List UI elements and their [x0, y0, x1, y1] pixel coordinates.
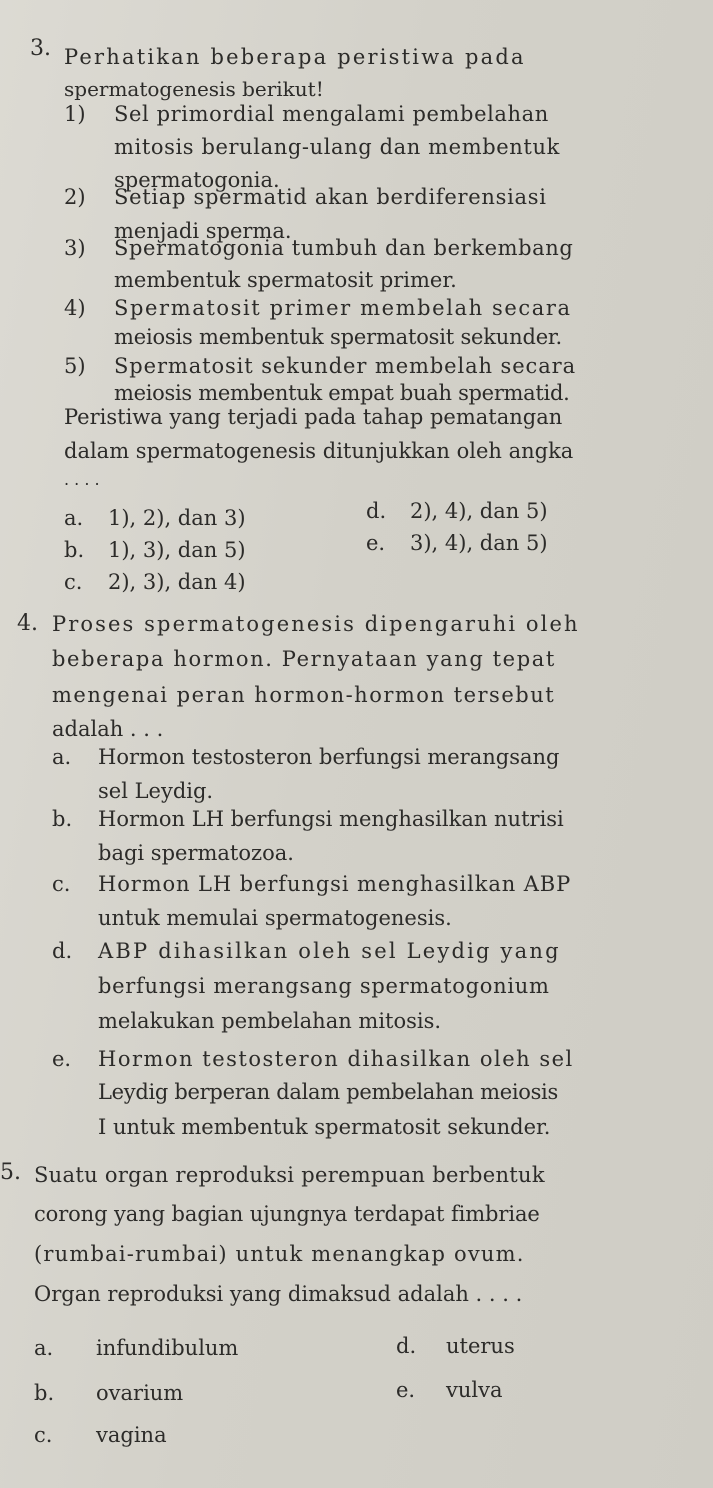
answer-option-a[interactable]	[64, 505, 246, 531]
option-text: infundibulum	[96, 1336, 239, 1360]
option-text: Hormon testosteron dihasilkan oleh sel	[98, 1047, 574, 1071]
answer-option-b[interactable]	[64, 537, 246, 563]
answer-option-b[interactable]	[34, 1380, 183, 1406]
item-number: 5)	[64, 354, 86, 378]
option-text: vulva	[446, 1378, 503, 1402]
option-letter: d.	[366, 499, 387, 523]
question-stem-line: . . . .	[64, 470, 100, 489]
question-number: 4.	[17, 611, 38, 636]
option-letter: a.	[64, 506, 84, 530]
option-text: 1), 2), dan 3)	[108, 506, 246, 530]
option-text: untuk memulai spermatogenesis.	[98, 906, 452, 930]
option-letter: c.	[64, 570, 83, 594]
option-letter: e.	[52, 1047, 72, 1071]
option-text: 1), 3), dan 5)	[108, 538, 246, 562]
option-text: 2), 3), dan 4)	[108, 570, 246, 594]
item-number: 2)	[64, 185, 86, 209]
option-text: Hormon LH berfungsi menghasilkan nutrisi	[98, 807, 564, 831]
answer-option-d[interactable]	[396, 1333, 515, 1359]
option-letter: c.	[34, 1423, 53, 1447]
item-text-line: menjadi sperma.	[114, 219, 292, 243]
option-letter: c.	[52, 872, 71, 896]
item-text-line: Setiap spermatid akan berdiferensiasi	[114, 185, 547, 209]
answer-option-a[interactable]	[34, 1335, 238, 1361]
question-number: 3.	[30, 36, 51, 61]
question-stem-line: corong yang bagian ujungnya terdapat fimbriae	[34, 1202, 540, 1226]
item-text-line: meiosis membentuk empat buah spermatid.	[114, 381, 570, 405]
question-stem-line: adalah . . .	[52, 717, 164, 741]
question-stem-line: Peristiwa yang terjadi pada tahap pematangan	[64, 405, 563, 429]
item-text-line: mitosis berulang-ulang dan membentuk	[114, 135, 560, 159]
option-letter: d.	[52, 939, 73, 963]
option-letter: b.	[52, 807, 73, 831]
item-text-line: Spermatosit primer membelah secara	[114, 296, 572, 320]
option-text: berfungsi merangsang spermatogonium	[98, 974, 550, 998]
option-text: ABP dihasilkan oleh sel Leydig yang	[98, 939, 561, 963]
option-text: 3), 4), dan 5)	[410, 531, 548, 555]
question-stem-line: Organ reproduksi yang dimaksud adalah . . . .	[34, 1282, 523, 1306]
option-text: Hormon LH berfungsi menghasilkan ABP	[98, 872, 572, 896]
option-letter: e.	[396, 1378, 416, 1402]
item-number: 1)	[64, 102, 86, 126]
option-text: bagi spermatozoa.	[98, 841, 294, 865]
item-number: 3)	[64, 236, 86, 260]
item-text-line: Spermatogonia tumbuh dan berkembang	[114, 236, 574, 260]
option-letter: d.	[396, 1334, 417, 1358]
option-letter: b.	[34, 1381, 55, 1405]
item-text-line: membentuk spermatosit primer.	[114, 268, 457, 292]
option-text: vagina	[96, 1423, 167, 1447]
item-text-line: Spermatosit sekunder membelah secara	[114, 354, 576, 378]
option-text: Hormon testosteron berfungsi merangsang	[98, 745, 560, 769]
question-stem-line: (rumbai-rumbai) untuk menangkap ovum.	[34, 1242, 525, 1266]
question-stem-line: Perhatikan beberapa peristiwa pada	[64, 45, 526, 69]
item-text-line: Sel primordial mengalami pembelahan	[114, 102, 549, 126]
option-letter: a.	[52, 745, 72, 769]
option-text: I untuk membentuk spermatosit sekunder.	[98, 1115, 551, 1139]
answer-option-c[interactable]	[64, 569, 246, 595]
item-text-line: meiosis membentuk spermatosit sekunder.	[114, 325, 562, 349]
option-text: melakukan pembelahan mitosis.	[98, 1009, 442, 1033]
answer-option-d[interactable]	[366, 498, 548, 524]
answer-option-e[interactable]	[396, 1377, 503, 1403]
option-text: 2), 4), dan 5)	[410, 499, 548, 523]
question-stem-line: mengenai peran hormon-hormon tersebut	[52, 683, 556, 707]
question-stem-line: Proses spermatogenesis dipengaruhi oleh	[52, 612, 580, 636]
answer-option-c[interactable]	[34, 1422, 167, 1448]
question-stem-line: Suatu organ reproduksi perempuan berbentuk	[34, 1163, 545, 1187]
option-letter: e.	[366, 531, 386, 555]
answer-option-e[interactable]	[366, 530, 548, 556]
question-number: 5.	[0, 1160, 21, 1185]
option-letter: b.	[64, 538, 85, 562]
option-letter: a.	[34, 1336, 54, 1360]
option-text: uterus	[446, 1334, 515, 1358]
question-stem-line: dalam spermatogenesis ditunjukkan oleh angka	[64, 439, 574, 463]
question-stem-line: beberapa hormon. Pernyataan yang tepat	[52, 647, 556, 671]
question-stem-line: spermatogenesis berikut!	[64, 77, 324, 101]
option-text: sel Leydig.	[98, 779, 214, 803]
option-text: ovarium	[96, 1381, 184, 1405]
item-text-line: spermatogonia.	[114, 168, 280, 192]
option-text: Leydig berperan dalam pembelahan meiosis	[98, 1080, 558, 1104]
item-number: 4)	[64, 296, 86, 320]
